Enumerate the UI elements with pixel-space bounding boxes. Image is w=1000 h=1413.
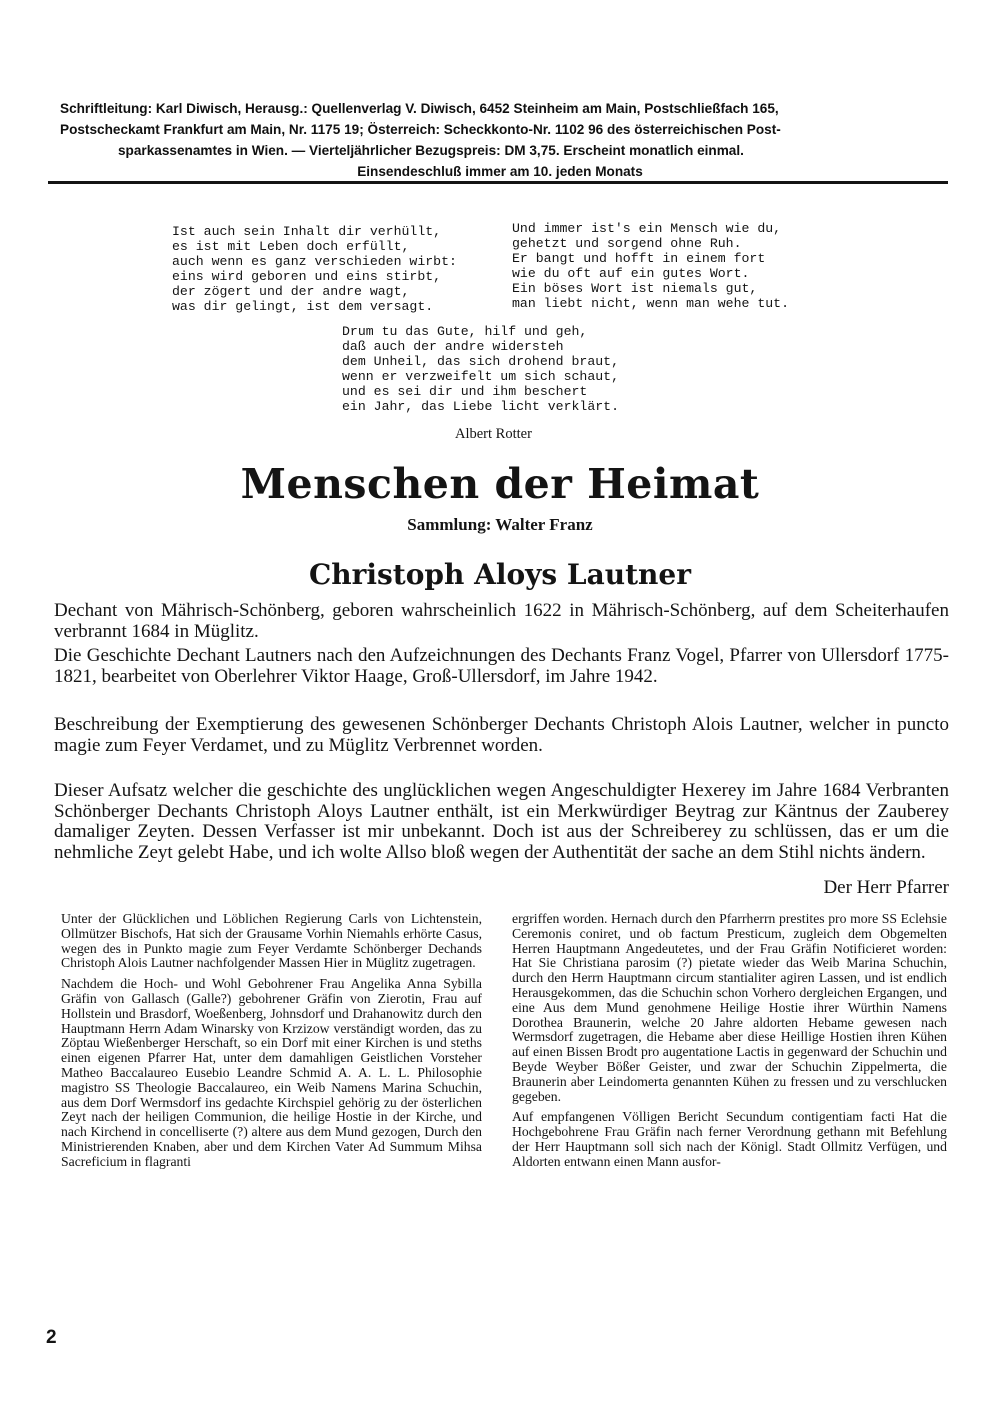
body-column-right — [512, 912, 947, 1176]
poem-line: Ist auch sein Inhalt dir verhüllt, — [172, 224, 442, 239]
poem-line: Ein böses Wort ist niemals gut, — [512, 281, 758, 296]
poem-line: Drum tu das Gute, hilf und geh, — [342, 324, 588, 339]
poem-line: was dir gelingt, ist dem versagt. — [172, 299, 434, 314]
poem-line: gehetzt und sorgend ohne Ruh. — [512, 236, 742, 251]
poem-line: es ist mit Leben doch erfüllt, — [172, 239, 410, 254]
body-paragraph: Nachdem die Hoch- und Wohl Gebohrener Frau Angelika Anna Sybilla Gräfin von Gallasch (Galle?) gebohrener Gräfin von Zierotin, Frau auf Hollstein und Brasdorf, Woeßenberg, Johnsdorf und Drahanowitz durch den Hauptmann Herrn Adam Winarsky von Krzizow verständigt worden, das zu Zöptau Wießenberger Herschaft, so ein Dorf mit einer Kirchen is und steths einen eigenen Pfarrer Hat, unter dem damahligen Geistlichen Vorsteher Matheo Baccalaureo Eusebio Leandre Schmid A. A. L. L. Philosophie magistro SS Theologie Baccalaureo, ein Weib Namens Marina Schuchin, aus dem Dorf Wermsdorf ins gedachte Kirchspiel gehörig zu der österlichen Zeyt nach der heiligen Communion, die heilige Hostie in der Kirche, und nach Kirchend in concelliserte (?) altere aus dem Mund gezogen, Durch den Ministrierenden Knaben, aber und dem Kirchen Vater Ad Summum Mihsa Sacreficium in flagranti — [61, 976, 482, 1169]
poem-author: Albert Rotter — [455, 426, 532, 442]
masthead-divider — [48, 181, 948, 184]
poem-line: man liebt nicht, wenn man wehe tut. — [512, 296, 789, 311]
poem-line: wenn er verzweifelt um sich schaut, — [342, 369, 619, 384]
intro-paragraph: Beschreibung der Exemptierung des gewesenen Schönberger Dechants Christoph Alois Lautner, welcher in puncto magie zum Feyer Verdamet, und zu Müglitz Verbrennet worden. — [54, 714, 949, 756]
poem-line: eins wird geboren und eins stirbt, — [172, 269, 442, 284]
masthead-line-3: sparkassenamtes in Wien. — Vierteljährlicher Bezugspreis: DM 3,75. Erscheint monatlich einmal. — [118, 143, 744, 158]
body-column-left — [61, 912, 482, 1176]
collection-credit: Sammlung: Walter Franz — [407, 515, 593, 534]
body-paragraph: Auf empfangenen Völligen Bericht Secundum contigentiam facti Hat die Hochgebohrene Frau Gräfin nach ferner Verordnung gethann mit Befehlung der Herr Hauptmann soll sich nach der Königl. Stadt Ollmitz Verfügen, und Aldorten entwann einen Mann ausfor- — [512, 1109, 947, 1169]
poem-line: Und immer ist's ein Mensch wie du, — [512, 221, 782, 236]
body-paragraph: Unter der Glücklichen und Löblichen Regierung Carls von Lichtenstein, Ollmützer Bischofs, Hat sich der Grausame Vorhin Niemahls erhörte Casus, wegen des in Punkto magie zum Feyer Verdamte Schönberger Dechands Christoph Alois Lautner nachfolgender Massen Hier in Müglitz zugetragen. — [61, 911, 482, 971]
poem-line: daß auch der andre widersteh — [342, 339, 564, 354]
poem-line: auch wenn es ganz verschieden wirbt: — [172, 254, 457, 269]
body-paragraph: ergriffen worden. Hernach durch den Pfarrherrn prestites pro more SS Eclehsie Ceremonis coniret, und ob factum Presticum, zugleich dem Obgemelten Herren Hauptmann Angedeutetes, und der Frau Gräfin Notificieret worden: Hat Sie Christiana parosim (?) pietate wieder das Weib Marina Schuchin, durch den Herrn Hauptmann circum stantialiter agiren Lassen, und ist endlich Herausgekommen, das die Schuchin schon Vorhero dergleichen Ergangen, und eine Aus dem Mund genohmene Heilige Hostie ihrer Würthin Namens Dorothea Braunerin, welche 20 Jahre aldorten Hebame gewesen nach Wermsdorf zugetragen, die Hebame aber diese Heillige Hostien ihren Kühen auf einen Bissen Brodt pro augentatione Lactis in gegenward der Schuchin und Beyde Weyber Bößer Geister, und zwar der Schuchin Zippelmerta, die Braunerin aber Leindomerta genannten Kühen zu fressen und zu verschlucken gegeben. — [512, 911, 947, 1104]
section-title: Menschen der Heimat — [240, 460, 760, 508]
article-title: Christoph Aloys Lautner — [309, 558, 691, 591]
intro-paragraph: Die Geschichte Dechant Lautners nach den Aufzeichnungen des Dechants Franz Vogel, Pfarrer von Ullersdorf 1775-1821, bearbeitet von Oberlehrer Viktor Haage, Groß-Ullersdorf, im Jahre 1942. — [54, 645, 949, 687]
poem-line: ein Jahr, das Liebe licht verklärt. — [342, 399, 619, 414]
intro-paragraph: Dechant von Mährisch-Schönberg, geboren wahrscheinlich 1622 in Mährisch-Schönberg, auf dem Scheiterhaufen verbrannt 1684 in Müglitz. — [54, 600, 949, 642]
masthead-line-4: Einsendeschluß immer am 10. jeden Monats — [357, 164, 643, 179]
page-number: 2 — [46, 1327, 57, 1348]
masthead-line-1: Schriftleitung: Karl Diwisch, Herausg.: Quellenverlag V. Diwisch, 6452 Steinheim am Main, Postschließfach 165, — [60, 101, 779, 116]
poem-line: dem Unheil, das sich drohend braut, — [342, 354, 619, 369]
intro-paragraph: Dieser Aufsatz welcher die geschichte des unglücklichen wegen Angeschuldigter Hexerey im Jahre 1684 Verbranten Schönberger Dechants Christoph Aloys Lautner enthält, ist ein Merkwürdiger Beytrag zur Käntnus der Zauberey damaliger Zeyten. Dessen Verfasser ist mir unbekannt. Doch ist aus der Schreiberey zu schlüssen, das er um die nehmliche Zeyt gelebt Habe, und ich wolte Allso bloß wegen der Authentität der sache an dem Stihl nichts ändern. — [54, 780, 949, 863]
poem-line: der zögert und der andre wagt, — [172, 284, 410, 299]
intro-signature: Der Herr Pfarrer — [823, 877, 949, 898]
poem-line: Er bangt und hofft in einem fort — [512, 251, 766, 266]
poem-line: und es sei dir und ihm beschert — [342, 384, 588, 399]
poem-line: wie du oft auf ein gutes Wort. — [512, 266, 750, 281]
masthead-line-2: Postscheckamt Frankfurt am Main, Nr. 1175 19; Österreich: Scheckkonto-Nr. 1102 96 des österreichischen Post- — [60, 122, 781, 137]
